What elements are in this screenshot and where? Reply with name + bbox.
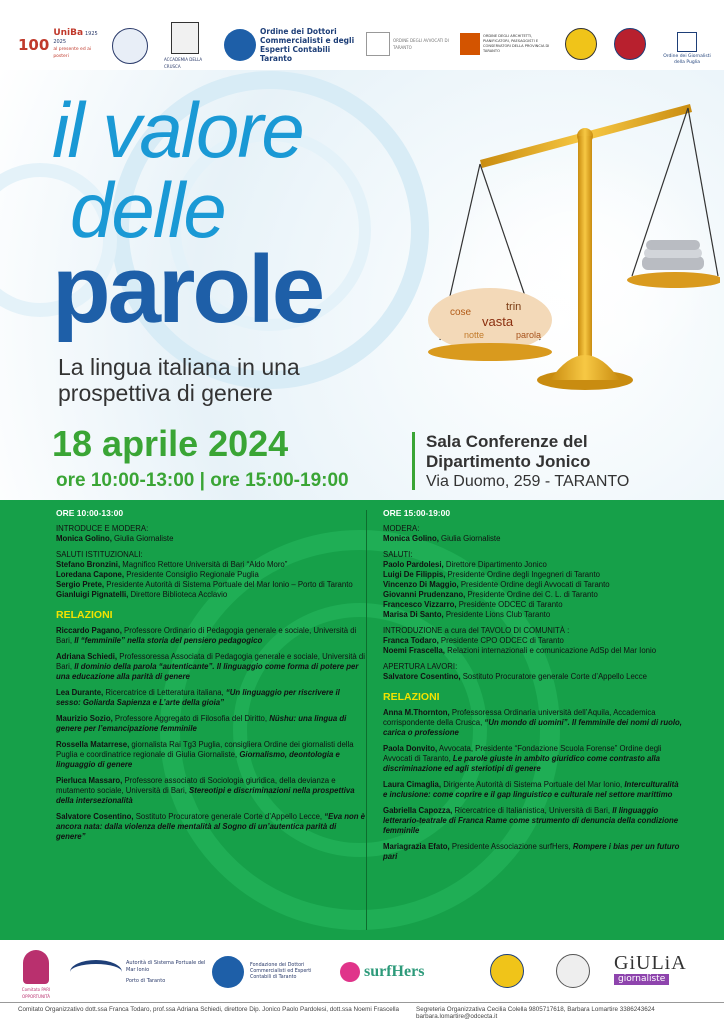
venue-address: Via Duomo, 259 - TARANTO [426, 473, 630, 490]
speaker-role: Presidente Lions Club Taranto [443, 610, 551, 619]
afternoon-header: ORE 15:00-19:00 [383, 508, 451, 518]
speaker-name: Lea Durante, [56, 688, 104, 697]
uniba-years: 1925 2025 [53, 31, 98, 45]
moderator-name: Monica Golino, [56, 534, 112, 543]
speaker-name: Sergio Prete, [56, 580, 105, 589]
list-item [56, 812, 366, 842]
giornalisti-label: Ordine dei Giornalisti della Puglia [663, 54, 711, 65]
afternoon-greet-label: SALUTI: [383, 550, 413, 559]
speaker-name: Rossella Matarrese, [56, 740, 130, 749]
speaker-name: Adriana Schiedi, [56, 652, 118, 661]
speaker-name: Francesco Vizzarro, [383, 600, 457, 609]
speaker-name: Paolo Pardolesi, [383, 560, 444, 569]
speaker-role: Dirigente Autorità di Sistema Portuale del Mar Ionio, [441, 780, 623, 789]
talk-title: Giornalismo, deontologia e linguaggio di genere [56, 750, 340, 769]
speaker-role: Presidente Consiglio Regionale Puglia [124, 570, 259, 579]
morning-column [56, 508, 366, 848]
list-item [56, 776, 366, 806]
speaker-role: Presidente Autorità di Sistema Portuale del Mar Ionio – Porto di Taranto [104, 580, 353, 589]
uniba-100: 100 [18, 35, 50, 54]
giulia-sublabel: giornaliste [614, 974, 669, 985]
speaker-name: Gianluigi Pignatelli, [56, 590, 129, 599]
fondazione-label: Fondazione dei Dottori Commercialisti ed Esperti Contabili di Taranto [250, 963, 312, 980]
odcec-taranto-logo [224, 24, 364, 66]
list-item [383, 744, 683, 774]
surfhers-bubble-icon [340, 962, 360, 982]
odcec-column-icon [224, 29, 256, 61]
adsp-wave-icon [70, 960, 122, 984]
speaker-role: Avvocata, Presidente “Fondazione Scuola Forense” Ordine degli Avvocati di Taranto, [383, 744, 662, 763]
odcec-label: Ordine dei Dottori Commercialisti e degli Esperti Contabili Taranto [260, 27, 355, 63]
architetti-taranto-logo [460, 30, 558, 58]
uniba-tag: al presente ed ai posteri [53, 47, 92, 59]
column-divider [366, 510, 367, 930]
uniba-name: UniBa [53, 28, 84, 38]
list-item [383, 570, 683, 580]
speaker-name: Luigi De Filippis, [383, 570, 446, 579]
afternoon-intro [383, 636, 683, 656]
list-item [383, 590, 683, 600]
speaker-name: Loredana Capone, [56, 570, 125, 579]
morning-moderator [56, 534, 366, 544]
list-item [383, 560, 683, 570]
adsp-logo [70, 954, 210, 990]
fondazione-column-icon [212, 956, 244, 988]
list-item [383, 708, 683, 738]
speaker-role: Professoressa Ordinaria università dell’Aquila, Accademica corrispondente della Crusca, [383, 708, 656, 727]
talk-title: Interculturalità e inclusione: come coprire e il gap linguistico e culturale nel settore marittimo [383, 780, 679, 799]
speaker-role: Presidente CPO ODCEC di Taranto [438, 636, 564, 645]
talk-title: “Un linguaggio per riscrivere il sesso: Goliarda Sapienza e L’arte della gioia” [56, 688, 340, 707]
talk-title: Rompere i bias per un futuro pari [383, 842, 680, 861]
speaker-role: Direttore Biblioteca Acclavio [128, 590, 228, 599]
talk-title: Stereotipi e discriminazioni nella prospettiva della intersezionalità [56, 786, 355, 805]
footer-divider [0, 1002, 724, 1003]
speaker-role: Sostituto Procuratore generale Corte d’Appello Lecce, [133, 812, 323, 821]
speaker-role: Magnifico Rettore Università di Bari “Aldo Moro” [120, 560, 288, 569]
giulia-logo [614, 952, 710, 992]
adsp-label: Autorità di Sistema Portuale del Mar Ionio [126, 959, 206, 973]
speaker-role: Professoressa Associata di Pedagogia generale e sociale, Università di Bari, [56, 652, 366, 671]
list-item [56, 714, 366, 734]
accademia-crusca-logo [164, 22, 206, 70]
list-item [383, 646, 683, 656]
cpo-logo [14, 942, 58, 1000]
venue-divider [412, 432, 415, 490]
crusca-emblem-icon [171, 22, 199, 54]
cpo-woman-icon [23, 950, 49, 984]
morning-intro-label: INTRODUCE E MODERA: [56, 524, 149, 533]
morning-greet-label: SALUTI ISTITUZIONALI: [56, 550, 143, 559]
list-item [383, 610, 683, 620]
architetti-label: ORDINE DEGLI ARCHITETTI, PIANIFICATORI, PAESAGGISTI E CONSERVATORI DELLA PROVINCIA DI TARANTO [483, 34, 550, 53]
committee-text: Comitato Organizzativo dott.ssa Franca Todaro, prof.ssa Adriana Schiedi, direttore Dip. Jonico Paolo Pardolesi, dott.ssa Noemi Frascella [18, 1006, 400, 1013]
speaker-name: Anna M.Thornton, [383, 708, 450, 717]
secretariat-text: Segreteria Organizzativa Cecilia Colella 9805717618, Barbara Lomartire 3386243624 barbara.lomartire@odcecta.it [416, 1006, 655, 1020]
svg-text:cose: cose [450, 307, 472, 318]
afternoon-intro-label: INTRODUZIONE a cura del TAVOLO DI COMUNITÀ : [383, 626, 570, 635]
event-date: 18 aprile 2024 [52, 423, 289, 464]
crusca-label: ACCADEMIA DELLA CRUSCA [164, 57, 203, 69]
list-item [56, 652, 366, 682]
program-section [0, 500, 724, 940]
speaker-name: Salvatore Cosentino, [56, 812, 134, 821]
afternoon-open-label: APERTURA LAVORI: [383, 662, 458, 671]
consulenti-seal-icon [614, 28, 646, 60]
speaker-name: Gabriella Capozza, [383, 806, 453, 815]
title-line-1: il valore [52, 86, 303, 174]
afternoon-relazioni-label: RELAZIONI [383, 691, 440, 703]
speaker-name: Laura Cimaglia, [383, 780, 442, 789]
speaker-role: Ricercatrice di Letteratura italiana, [103, 688, 224, 697]
speaker-role: Relazioni internazionali e comunicazione AdSp del Mar Ionio [444, 646, 657, 655]
surfhers-label: surfHers [364, 963, 425, 980]
morning-greetings [56, 560, 366, 600]
list-item [56, 590, 366, 600]
giulia-label: GiULiA [614, 952, 687, 974]
morning-relazioni-label: RELAZIONI [56, 609, 113, 621]
uniba-logo [18, 30, 104, 60]
list-item [56, 570, 366, 580]
venue-block [426, 432, 629, 492]
speaker-role: Sostituto Procuratore generale Corte d’Appello Lecce [460, 672, 647, 681]
svg-text:trin: trin [506, 301, 522, 313]
hero-section [0, 70, 724, 500]
list-item [383, 600, 683, 610]
talk-title: Il linguaggio letterario-teatrale di Franca Rame come strumento di denuncia della condizione femminile [383, 806, 679, 835]
avvocati-taranto-logo [366, 30, 454, 58]
speaker-name: Riccardo Pagano, [56, 626, 122, 635]
ingegneri-seal-icon [565, 28, 597, 60]
speaker-role: giornalista Rai Tg3 Puglia, consigliera Ordine dei giornalisti della Puglia e coordinatrice regionale di Giulia Giornaliste, [56, 740, 354, 759]
speaker-role: Presidente Ordine degli Avvocati di Taranto [458, 580, 610, 589]
event-time: ore 10:00-13:00 | ore 15:00-19:00 [56, 470, 349, 491]
avvocati-emblem-icon [366, 32, 390, 56]
svg-text:parola: parola [516, 330, 542, 340]
architetti-emblem-icon [460, 33, 480, 55]
venue-line-2: Dipartimento Jonico [426, 452, 591, 471]
footer [0, 940, 724, 1024]
afternoon-column [383, 508, 683, 868]
afternoon-mod-label: MODERA: [383, 524, 420, 533]
speaker-role: Professore Aggregato di Filosofia del Diritto, [112, 714, 268, 723]
speaker-name: Marisa Di Santo, [383, 610, 444, 619]
fondazione-odcec-logo [212, 952, 334, 992]
giornalisti-emblem-icon [677, 32, 697, 52]
talk-title: “Un mondo di uomini”. Il femminile dei nomi di ruolo, carica o professione [383, 718, 682, 737]
list-item [383, 780, 683, 800]
cpo-label: Comitato PARI OPPORTUNITÀ [21, 987, 51, 999]
speaker-role: Direttore Dipartimento Jonico [443, 560, 547, 569]
speaker-name: Salvatore Cosentino, [383, 672, 461, 681]
list-item [56, 626, 366, 646]
afternoon-moderator [383, 534, 683, 544]
speaker-role: Presidente Ordine dei C. L. di Taranto [465, 590, 598, 599]
talk-title: Il “femminile” nella storia del pensiero pedagogico [72, 636, 263, 645]
avvocati-label: ORDINE DEGLI AVVOCATI DI TARANTO [393, 38, 449, 50]
list-item [383, 806, 683, 836]
venue-line-1: Sala Conferenze del [426, 432, 588, 451]
speaker-role: Ricercatrice di Italianistica, Università di Bari, [452, 806, 611, 815]
afternoon-opening [383, 672, 683, 682]
moderator-name: Monica Golino, [383, 534, 439, 543]
speaker-name: Vincenzo Di Maggio, [383, 580, 459, 589]
afternoon-greetings [383, 560, 683, 620]
speaker-name: Mariagrazia Efato, [383, 842, 450, 851]
speaker-name: Maurizio Sozio, [56, 714, 113, 723]
adsp-sublabel: Porto di Taranto [126, 977, 166, 984]
giornalisti-puglia-logo [660, 26, 714, 66]
list-item [383, 580, 683, 590]
top-logo-bar [0, 22, 724, 70]
moderator-role: Giulia Giornaliste [438, 534, 501, 543]
list-item [56, 740, 366, 770]
talk-title: Il dominio della parola “autenticante”. Il linguaggio come forma di potere per una educazione alla parità di genere [56, 662, 359, 681]
talk-title: Nüshu: una lingua di genere per l’emancipazione femminile [56, 714, 347, 733]
svg-text:notte: notte [464, 330, 485, 340]
speaker-name: Paola Donvito, [383, 744, 438, 753]
lions-seal-icon [490, 954, 524, 988]
speaker-role: Professore associato di Sociologia giuridica, della devianza e mutamento sociale, Università di Bari, [56, 776, 336, 795]
talk-title: Le parole giuste in ambito giuridico come contrasto alla discriminazione ed agli steriotipi di genere [383, 754, 661, 773]
speaker-name: Franca Todaro, [383, 636, 439, 645]
speaker-name: Giovanni Prudenzano, [383, 590, 466, 599]
speaker-role: Professore Ordinario di Pedagogia generale e sociale, Università di Bari, [56, 626, 357, 645]
list-item [383, 636, 683, 646]
title-line-2: delle [70, 166, 225, 254]
speaker-role: Presidente Ordine degli Ingegneri di Taranto [445, 570, 600, 579]
moderator-role: Giulia Giornaliste [111, 534, 174, 543]
speaker-name: Noemi Frascella, [383, 646, 445, 655]
speaker-role: Presidente ODCEC di Taranto [456, 600, 563, 609]
svg-text:vasta: vasta [482, 314, 514, 329]
list-item [56, 580, 366, 590]
surfhers-logo [340, 958, 476, 986]
list-item [56, 688, 366, 708]
speaker-name: Stefano Bronzini, [56, 560, 121, 569]
speaker-role: Presidente Associazione surfHers, [449, 842, 571, 851]
list-item [383, 842, 683, 862]
zonta-seal-icon [556, 954, 590, 988]
title-line-3: parole [52, 236, 323, 343]
talk-title: “Eva non è ancora nata: dalla violenza delle mentalità al Sogno di un’autentica parità di genere” [56, 812, 366, 841]
morning-header: ORE 10:00-13:00 [56, 508, 124, 518]
university-seal-icon [112, 28, 148, 64]
speaker-name: Pierluca Massaro, [56, 776, 123, 785]
balance-scale-icon [420, 80, 720, 410]
list-item [56, 560, 366, 570]
subtitle: La lingua italiana in una prospettiva di genere [58, 354, 300, 406]
